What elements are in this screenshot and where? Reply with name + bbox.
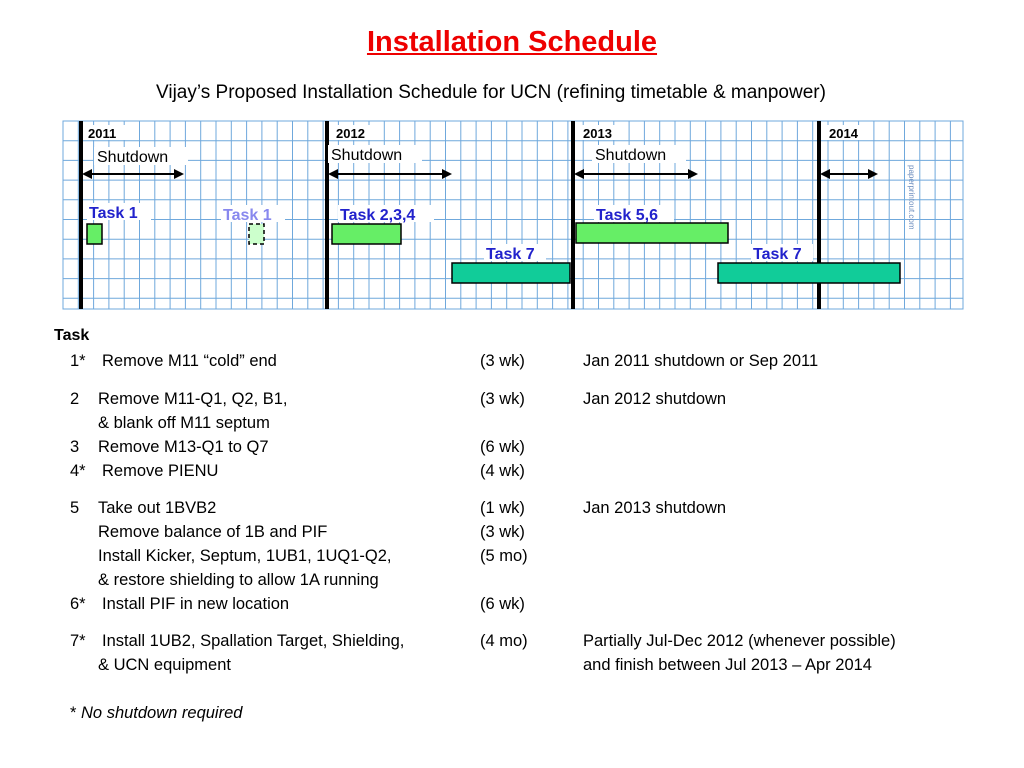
task-label-1: Task 1 bbox=[89, 205, 138, 222]
footnote-text: No shutdown required bbox=[81, 704, 243, 722]
task-label-7-first: Task 7 bbox=[486, 246, 535, 263]
task-bar-2-3-4 bbox=[332, 224, 401, 244]
footnote bbox=[70, 704, 242, 723]
task-duration: (6 wk) bbox=[480, 438, 525, 456]
task-note: Jan 2013 shutdown bbox=[583, 499, 727, 517]
task-number: 5 bbox=[70, 499, 80, 517]
footnote-star: * bbox=[70, 704, 77, 722]
task-duration: (4 wk) bbox=[480, 462, 525, 480]
year-label-2013: 2013 bbox=[583, 126, 612, 141]
task-duration: (5 mo) bbox=[480, 547, 528, 565]
task-bar-7-second bbox=[718, 263, 900, 283]
task-bar-5-6 bbox=[576, 223, 728, 243]
task-duration: (3 wk) bbox=[480, 523, 525, 541]
task-description: & blank off M11 septum bbox=[98, 414, 270, 432]
task-note: Jan 2011 shutdown or Sep 2011 bbox=[583, 352, 819, 370]
arrow-left-icon bbox=[328, 169, 338, 179]
task-number: 4* bbox=[70, 462, 86, 480]
task-description: Install 1UB2, Spallation Target, Shielding, bbox=[102, 632, 405, 650]
task-duration: (4 mo) bbox=[480, 632, 528, 650]
page-subtitle: Vijay’s Proposed Installation Schedule for UCN (refining timetable & manpower) bbox=[156, 82, 826, 103]
arrow-right-icon bbox=[442, 169, 452, 179]
arrow-right-icon bbox=[174, 169, 184, 179]
task-label-5-6: Task 5,6 bbox=[596, 207, 658, 224]
task-duration: (3 wk) bbox=[480, 390, 525, 408]
task-duration: (3 wk) bbox=[480, 352, 525, 370]
task-description: Install PIF in new location bbox=[102, 595, 290, 613]
task-note: and finish between Jul 2013 – Apr 2014 bbox=[583, 656, 872, 674]
shutdown-label-2013: Shutdown bbox=[595, 147, 667, 164]
task-duration: (6 wk) bbox=[480, 595, 525, 613]
year-label-2014: 2014 bbox=[829, 126, 858, 141]
task-description: Take out 1BVB2 bbox=[98, 499, 217, 517]
year-label-2012: 2012 bbox=[336, 126, 365, 141]
arrow-right-icon bbox=[688, 169, 698, 179]
task-description: Install Kicker, Septum, 1UB1, 1UQ1-Q2, bbox=[98, 547, 392, 565]
arrow-left-icon bbox=[574, 169, 584, 179]
task-number: 7* bbox=[70, 632, 86, 650]
task-number: 2 bbox=[70, 390, 80, 408]
watermark-text: paperprintout.com bbox=[907, 165, 916, 230]
task-bar-1-optional bbox=[249, 224, 264, 244]
arrow-left-icon bbox=[820, 169, 830, 179]
task-description: Remove M11-Q1, Q2, B1, bbox=[98, 390, 288, 408]
task-number: 3 bbox=[70, 438, 80, 456]
task-description: & UCN equipment bbox=[98, 656, 231, 674]
task-description: Remove PIENU bbox=[102, 462, 219, 480]
task-bar-7-first bbox=[452, 263, 570, 283]
arrow-right-icon bbox=[868, 169, 878, 179]
task-number: 6* bbox=[70, 595, 86, 613]
task-label-1-optional: Task 1 bbox=[223, 207, 272, 224]
task-description: Remove M11 “cold” end bbox=[102, 352, 277, 370]
task-duration: (1 wk) bbox=[480, 499, 525, 517]
shutdown-label-2011: Shutdown bbox=[97, 149, 169, 166]
page-title: Installation Schedule bbox=[366, 26, 658, 58]
task-label-2-3-4: Task 2,3,4 bbox=[340, 207, 416, 224]
schedule-gantt-chart bbox=[0, 0, 1024, 330]
task-description: Remove balance of 1B and PIF bbox=[98, 523, 328, 541]
task-label-7-second: Task 7 bbox=[753, 246, 802, 263]
shutdown-label-2012: Shutdown bbox=[331, 147, 403, 164]
task-note: Jan 2012 shutdown bbox=[583, 390, 727, 408]
task-bar-1 bbox=[87, 224, 102, 244]
task-note: Partially Jul-Dec 2012 (whenever possible) bbox=[583, 632, 896, 650]
task-description: & restore shielding to allow 1A running bbox=[98, 571, 379, 589]
task-list-heading: Task bbox=[54, 327, 90, 344]
arrow-left-icon bbox=[82, 169, 92, 179]
year-label-2011: 2011 bbox=[88, 126, 117, 141]
task-number: 1* bbox=[70, 352, 86, 370]
task-description: Remove M13-Q1 to Q7 bbox=[98, 438, 269, 456]
